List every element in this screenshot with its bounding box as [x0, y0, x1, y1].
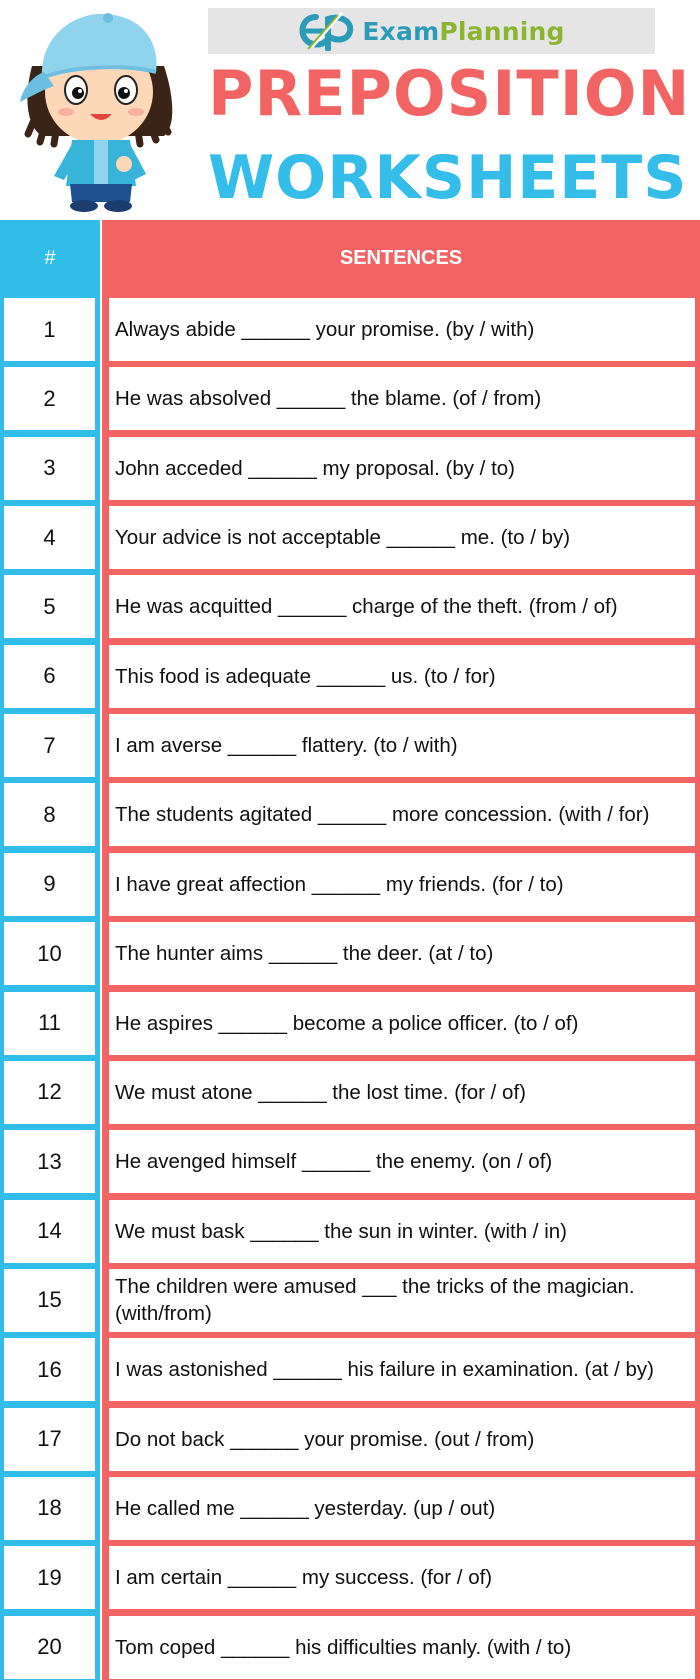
ep-logo-icon	[298, 11, 356, 51]
row-number: 20	[4, 1616, 95, 1679]
table-row	[0, 367, 700, 430]
row-number: 14	[4, 1200, 95, 1263]
logo-text	[362, 17, 564, 46]
table-row	[0, 992, 700, 1055]
row-sentence: He was acquitted ______ charge of the theft. (from / of)	[109, 575, 695, 638]
table-row	[0, 1200, 700, 1263]
row-number: 17	[4, 1408, 95, 1471]
title-worksheets: WORKSHEETS	[208, 143, 688, 213]
exam-planning-logo	[208, 8, 655, 54]
row-sentence: The students agitated ______ more concession. (with / for)	[109, 783, 695, 846]
row-number: 6	[4, 645, 95, 708]
table-row	[0, 922, 700, 985]
row-number: 7	[4, 714, 95, 777]
row-sentence: Tom coped ______ his difficulties manly. (with / to)	[109, 1616, 695, 1679]
worksheet-header	[0, 0, 700, 220]
row-number: 8	[4, 783, 95, 846]
row-sentence: He aspires ______ become a police officer. (to / of)	[109, 992, 695, 1055]
row-sentence: I am averse ______ flattery. (to / with)	[109, 714, 695, 777]
sentences-column-header: SENTENCES	[339, 246, 463, 269]
table-row	[0, 1408, 700, 1471]
table-row	[0, 853, 700, 916]
table-row	[0, 1130, 700, 1193]
row-number: 4	[4, 506, 95, 569]
row-number: 11	[4, 992, 95, 1055]
table-row	[0, 1546, 700, 1609]
row-number: 15	[4, 1269, 95, 1332]
table-row	[0, 645, 700, 708]
row-sentence: I have great affection ______ my friends. (for / to)	[109, 853, 695, 916]
row-sentence: The children were amused ___ the tricks of the magician. (with/from)	[109, 1269, 695, 1332]
row-sentence: We must atone ______ the lost time. (for / of)	[109, 1061, 695, 1124]
number-column-header: #	[44, 246, 56, 269]
table-row	[0, 1616, 700, 1679]
table-row	[0, 714, 700, 777]
worksheet-table	[0, 220, 700, 1680]
cartoon-boy-mascot	[14, 6, 184, 214]
row-number: 1	[4, 298, 95, 361]
row-number: 3	[4, 437, 95, 500]
row-sentence: This food is adequate ______ us. (to / for)	[109, 645, 695, 708]
logo-text-exam: Exam	[362, 16, 440, 46]
table-row	[0, 437, 700, 500]
row-sentence: Do not back ______ your promise. (out / from)	[109, 1408, 695, 1471]
row-sentence: I am certain ______ my success. (for / of)	[109, 1546, 695, 1609]
row-sentence: I was astonished ______ his failure in examination. (at / by)	[109, 1338, 695, 1401]
row-sentence: He was absolved ______ the blame. (of / from)	[109, 367, 695, 430]
table-row	[0, 1269, 700, 1332]
row-sentence: The hunter aims ______ the deer. (at / to)	[109, 922, 695, 985]
table-row	[0, 575, 700, 638]
table-row	[0, 1338, 700, 1401]
row-number: 19	[4, 1546, 95, 1609]
table-row	[0, 1477, 700, 1540]
row-sentence: He avenged himself ______ the enemy. (on / of)	[109, 1130, 695, 1193]
row-sentence: We must bask ______ the sun in winter. (with / in)	[109, 1200, 695, 1263]
row-number: 18	[4, 1477, 95, 1540]
table-row	[0, 783, 700, 846]
row-number: 9	[4, 853, 95, 916]
logo-text-planning: Planning	[439, 16, 565, 46]
row-number: 13	[4, 1130, 95, 1193]
title-preposition: PREPOSITION	[208, 57, 691, 130]
row-number: 5	[4, 575, 95, 638]
row-sentence: John acceded ______ my proposal. (by / to)	[109, 437, 695, 500]
row-number: 2	[4, 367, 95, 430]
row-sentence: Your advice is not acceptable ______ me. (to / by)	[109, 506, 695, 569]
row-sentence: Always abide ______ your promise. (by / with)	[109, 298, 695, 361]
row-number: 12	[4, 1061, 95, 1124]
row-number: 10	[4, 922, 95, 985]
row-number: 16	[4, 1338, 95, 1401]
table-row	[0, 298, 700, 361]
table-row	[0, 1061, 700, 1124]
row-sentence: He called me ______ yesterday. (up / out)	[109, 1477, 695, 1540]
table-row	[0, 506, 700, 569]
